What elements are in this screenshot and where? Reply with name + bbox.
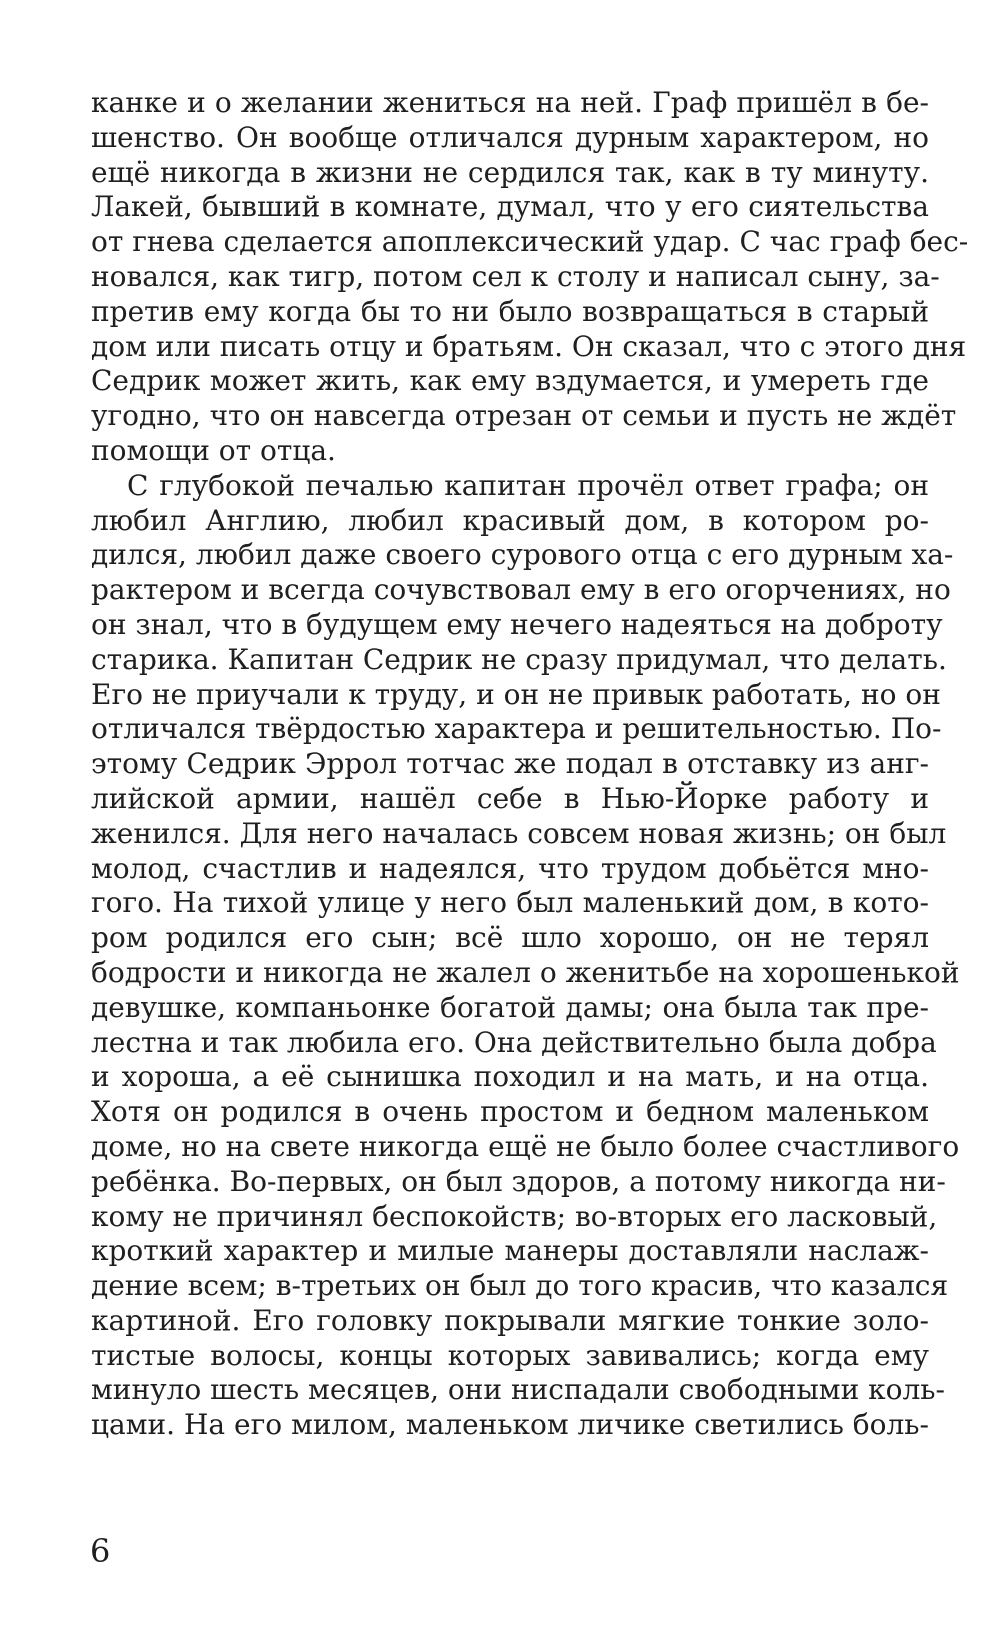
text-line: гого. На тихой улице у него был маленький дом, в кото-	[91, 886, 929, 920]
text-line: старика. Капитан Седрик не сразу придумал, что делать.	[91, 642, 947, 676]
text-line: Его не приучали к труду, и он не привык работать, но он	[91, 677, 941, 711]
paragraph-1	[91, 86, 969, 469]
text-line: девушке, компаньонке богатой дамы; она была так пре-	[91, 990, 929, 1024]
text-line: Хотя он родился в очень простом и бедном маленьком	[91, 1095, 929, 1129]
text-line: ребёнка. Во-первых, он был здоров, а потому никогда ни-	[91, 1164, 946, 1198]
text-line: дом или писать отцу и братьям. Он сказал, что с этого дня	[91, 329, 967, 363]
body-text	[91, 86, 969, 1443]
text-line: он знал, что в будущем ему нечего надеяться на доброту	[91, 607, 943, 641]
text-line: этому Седрик Эррол тотчас же подал в отставку из анг-	[91, 747, 929, 781]
text-line: и хороша, а её сынишка походил и на мать, и на отца.	[91, 1060, 929, 1094]
text-line: Седрик может жить, как ему вздумается, и умереть где	[91, 364, 929, 398]
text-line: лестна и так любила его. Она действительно была добра	[91, 1025, 937, 1059]
text-line: С глубокой печалью капитан прочёл ответ графа; он	[127, 468, 929, 502]
text-line: шенство. Он вообще отличался дурным характером, но	[91, 120, 929, 154]
text-line: от гнева сделается апоплексический удар. С час граф бес-	[91, 225, 969, 259]
text-line: любил Англию, любил красивый дом, в котором ро-	[91, 503, 929, 537]
text-line: новался, как тигр, потом сел к столу и написал сыну, за-	[91, 259, 940, 293]
text-line: цами. На его милом, маленьком личике светились боль-	[91, 1408, 929, 1442]
text-line: доме, но на свете никогда ещё не было более счастливого	[91, 1129, 960, 1163]
text-line: бодрости и никогда не жалел о женитьбе на хорошенькой	[91, 955, 960, 989]
text-line: женился. Для него началась совсем новая жизнь; он был	[91, 816, 947, 850]
text-line: претив ему когда бы то ни было возвращаться в старый	[91, 294, 929, 328]
text-line: лийской армии, нашёл себе в Нью-Йорке работу и	[91, 781, 929, 815]
paragraph-2	[91, 468, 960, 1443]
text-line: угодно, что он навсегда отрезан от семьи и пусть не ждёт	[91, 399, 957, 433]
text-line: отличался твёрдостью характера и решительностью. По-	[91, 712, 942, 746]
text-line: картиной. Его головку покрывали мягкие тонкие золо-	[91, 1303, 929, 1337]
text-line: дение всем; в-третьих он был до того красив, что казался	[91, 1269, 949, 1303]
text-line: кроткий характер и милые манеры доставляли наслаж-	[91, 1234, 929, 1268]
text-line: молод, счастлив и надеялся, что трудом добьётся мно-	[91, 851, 929, 885]
text-line: тистые волосы, концы которых завивались; когда ему	[91, 1338, 929, 1372]
text-line: дился, любил даже своего сурового отца с его дурным ха-	[91, 538, 954, 572]
page-number: 6	[90, 1532, 111, 1570]
text-line: ещё никогда в жизни не сердился так, как в ту минуту.	[91, 155, 929, 189]
text-line: помощи от отца.	[91, 433, 336, 467]
text-line: рактером и всегда сочувствовал ему в его огорчениях, но	[91, 573, 951, 607]
text-line: минуло шесть месяцев, они ниспадали свободными коль-	[91, 1373, 945, 1407]
text-line: Лакей, бывший в комнате, думал, что у его сиятельства	[91, 190, 929, 224]
text-line: кому не причинял беспокойств; во-вторых его ласковый,	[91, 1199, 938, 1233]
text-line: ром родился его сын; всё шло хорошо, он не терял	[91, 921, 929, 955]
text-line: канке и о желании жениться на ней. Граф пришёл в бе-	[91, 86, 929, 119]
